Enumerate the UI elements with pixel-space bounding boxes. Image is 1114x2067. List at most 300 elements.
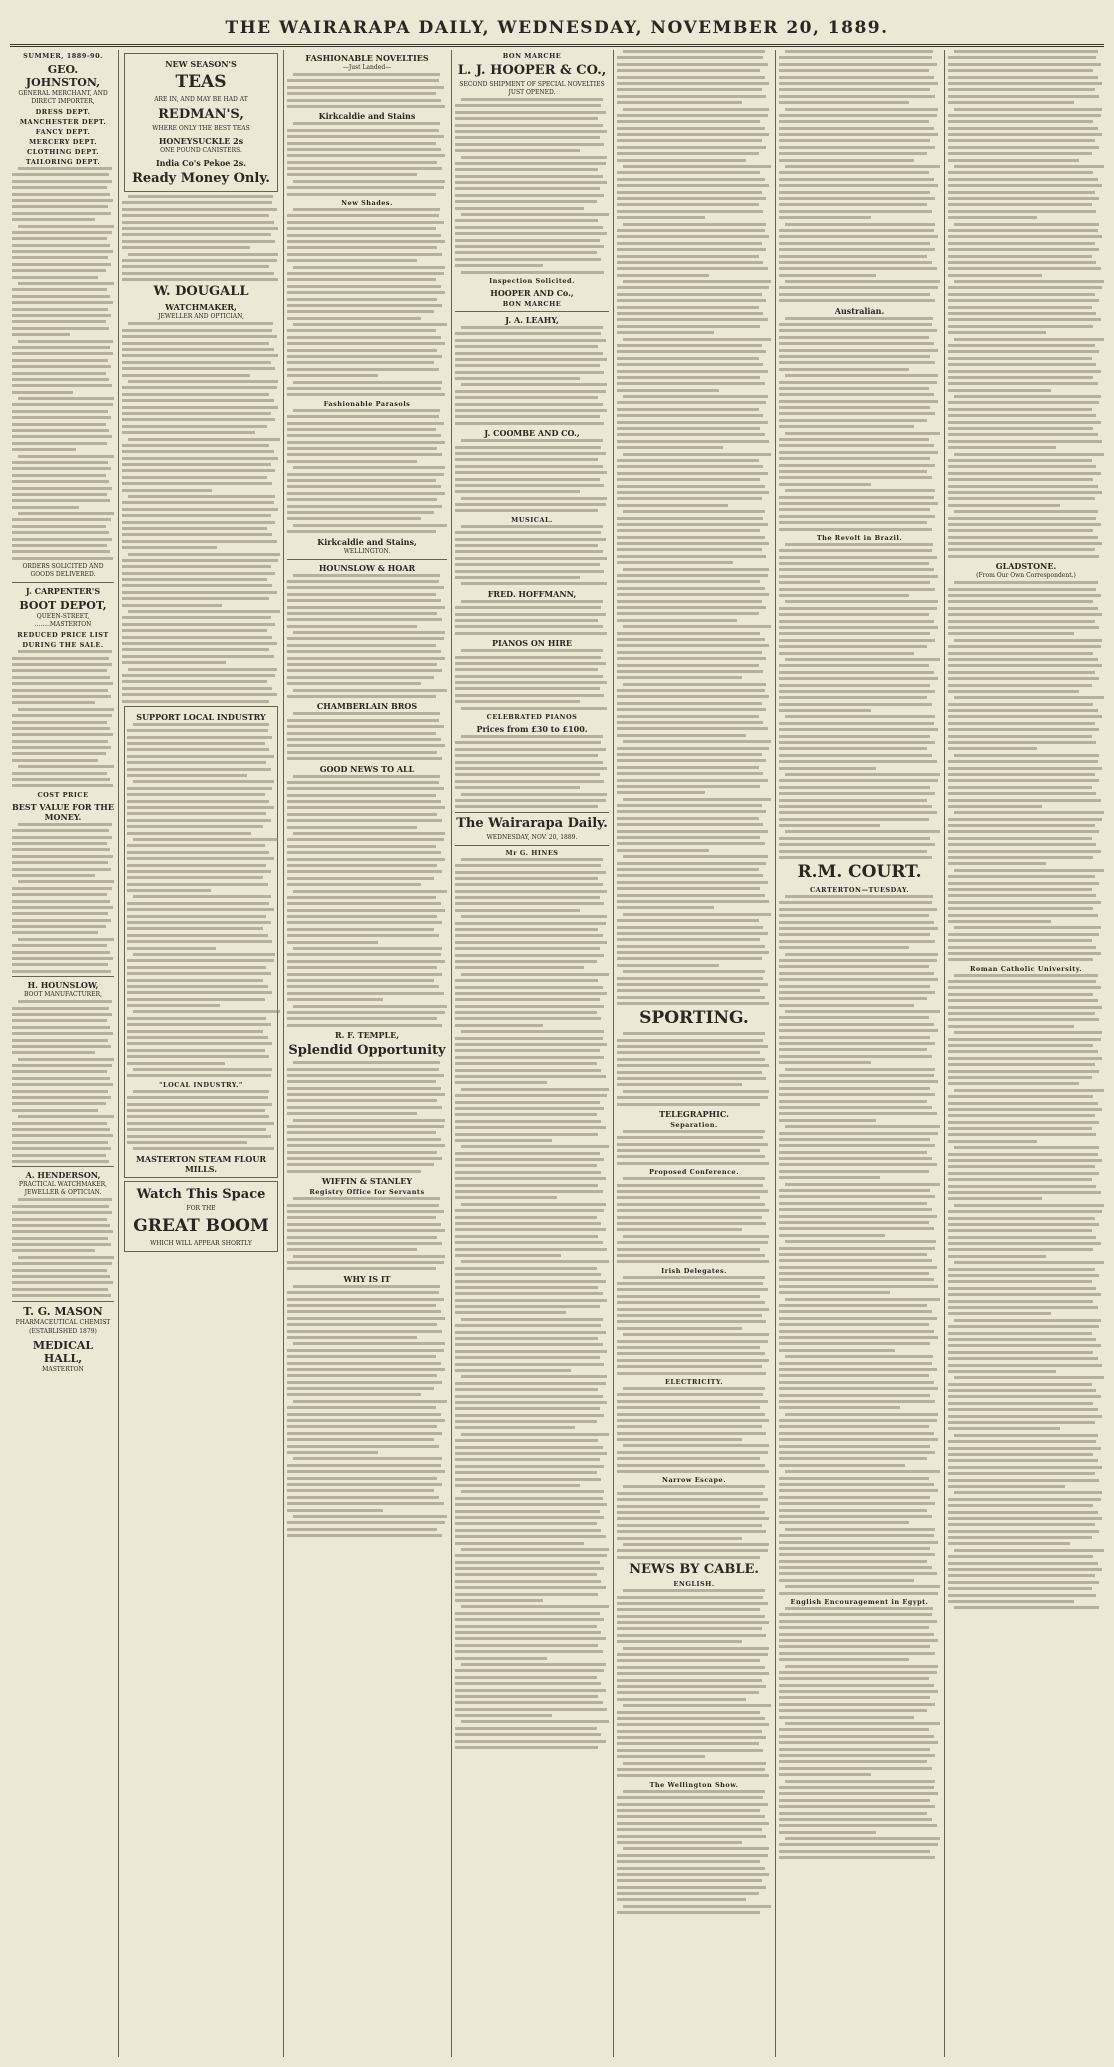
text-line <box>785 108 938 111</box>
text-line <box>455 181 607 184</box>
text-line <box>127 934 268 937</box>
text-line <box>779 1272 929 1275</box>
text-line <box>455 371 604 374</box>
text-line <box>948 882 1099 885</box>
text-line <box>455 484 604 487</box>
text-line <box>617 1549 768 1552</box>
text-line <box>12 1211 112 1214</box>
text-line <box>455 1573 597 1576</box>
text-line <box>948 1511 1098 1514</box>
text-line <box>948 1159 1102 1162</box>
text-line <box>12 1051 95 1054</box>
text-line <box>779 1489 938 1492</box>
text-line <box>617 472 768 475</box>
body-text <box>779 895 940 1595</box>
season-heading: SUMMER, 1889-90. <box>23 52 103 60</box>
text-line <box>617 945 765 948</box>
text-line <box>18 1115 114 1118</box>
text-line <box>461 1203 606 1206</box>
text-line <box>948 101 1074 104</box>
text-line <box>948 216 1037 219</box>
text-line <box>12 384 112 387</box>
text-line <box>455 1746 598 1749</box>
text-line <box>785 280 940 283</box>
text-line <box>455 805 598 808</box>
text-line <box>455 258 601 261</box>
text-line <box>948 914 1098 917</box>
text-line <box>617 1749 763 1752</box>
body-text <box>455 326 609 425</box>
text-line <box>954 395 1101 398</box>
text-line <box>779 1112 937 1115</box>
text-line <box>133 838 278 841</box>
text-line <box>617 753 762 756</box>
text-line <box>617 1879 762 1882</box>
column-7 <box>948 50 1104 2057</box>
text-line <box>954 1606 1099 1609</box>
text-line <box>127 832 251 835</box>
text-line <box>779 336 929 339</box>
why-heading: WHY IS IT <box>343 1273 391 1284</box>
text-line <box>455 1094 607 1097</box>
text-line <box>12 231 112 234</box>
text-line <box>948 421 1101 424</box>
text-line <box>623 855 768 858</box>
body-text <box>617 1387 771 1473</box>
text-line <box>954 869 1104 872</box>
text-line <box>287 644 436 647</box>
text-line <box>948 1351 1093 1354</box>
text-line <box>948 920 1051 923</box>
text-line <box>287 998 383 1001</box>
text-line <box>455 1503 607 1506</box>
text-line <box>287 858 445 861</box>
text-line <box>779 515 935 518</box>
text-line <box>785 773 940 776</box>
text-line <box>948 1421 1095 1424</box>
text-line <box>617 791 705 794</box>
text-line <box>779 387 929 390</box>
text-line <box>455 1420 597 1423</box>
text-line <box>785 1607 933 1610</box>
text-line <box>948 331 1046 334</box>
text-line <box>617 325 760 328</box>
text-line <box>287 593 436 596</box>
text-line <box>617 171 760 174</box>
text-line <box>287 1413 441 1416</box>
text-line <box>617 1511 765 1514</box>
text-line <box>779 568 934 571</box>
text-line <box>128 553 280 556</box>
text-line <box>948 1038 1101 1041</box>
text-line <box>122 591 277 594</box>
text-line <box>455 947 600 950</box>
text-line <box>617 88 762 91</box>
text-line <box>12 868 111 871</box>
text-line <box>779 1215 937 1218</box>
text-line <box>12 346 110 349</box>
text-line <box>127 851 269 854</box>
text-line <box>779 95 935 98</box>
text-line <box>779 1620 937 1623</box>
editorial-opening: Mr G. HINES <box>505 848 559 857</box>
text-line <box>779 811 937 814</box>
text-line <box>455 656 601 659</box>
text-line <box>293 631 445 634</box>
text-line <box>18 823 112 826</box>
text-line <box>779 1477 929 1480</box>
text-line <box>779 412 935 415</box>
text-line <box>617 299 766 302</box>
text-line <box>948 414 1096 417</box>
honeysuckle-line: HONEYSUCKLE 2s <box>158 136 244 146</box>
text-line <box>122 489 212 492</box>
body-text <box>779 1607 940 1859</box>
masthead-rule <box>10 44 1104 47</box>
text-line <box>287 682 421 685</box>
body-text <box>12 1000 114 1163</box>
text-line <box>122 214 269 217</box>
text-line <box>617 1051 760 1054</box>
text-line <box>461 1548 609 1551</box>
text-line <box>122 246 250 249</box>
text-line <box>287 973 442 976</box>
text-line <box>779 959 937 962</box>
text-line <box>948 1217 1095 1220</box>
text-line <box>287 530 436 533</box>
text-line <box>779 216 871 219</box>
text-line <box>779 88 930 91</box>
text-line <box>287 79 439 82</box>
text-line <box>287 505 442 508</box>
divider <box>455 812 609 813</box>
text-line <box>617 95 766 98</box>
text-line <box>455 1311 566 1314</box>
text-line <box>455 883 603 886</box>
text-line <box>948 325 1093 328</box>
text-line <box>287 234 441 237</box>
text-line <box>779 133 938 136</box>
text-line <box>617 433 765 436</box>
text-line <box>954 1376 1104 1379</box>
text-line <box>455 377 580 380</box>
text-line <box>287 1291 439 1294</box>
text-line <box>948 1415 1102 1418</box>
text-line <box>287 1425 437 1428</box>
text-line <box>948 446 1056 449</box>
text-line <box>779 1029 938 1032</box>
text-line <box>287 349 437 352</box>
text-line <box>948 1229 1092 1232</box>
text-line <box>948 952 1101 955</box>
text-line <box>779 1748 930 1751</box>
text-line <box>455 1139 552 1142</box>
text-line <box>455 415 600 418</box>
text-line <box>617 989 760 992</box>
text-line <box>779 1735 934 1738</box>
text-line <box>948 1389 1096 1392</box>
text-line <box>287 732 436 735</box>
text-line <box>12 836 112 839</box>
text-line <box>948 69 1093 72</box>
text-line <box>617 644 769 647</box>
body-text <box>12 650 114 787</box>
text-line <box>617 1228 742 1231</box>
text-line <box>785 830 940 833</box>
text-line <box>12 759 98 762</box>
text-line <box>127 1141 247 1144</box>
text-line <box>779 760 937 763</box>
text-line <box>779 728 938 731</box>
text-line <box>12 1294 111 1297</box>
text-line <box>948 235 1102 238</box>
text-line <box>461 1260 609 1263</box>
text-line <box>287 928 434 931</box>
text-line <box>12 1032 113 1035</box>
text-line <box>461 213 609 216</box>
text-line <box>779 632 930 635</box>
text-line <box>617 1774 769 1777</box>
text-line <box>617 1815 765 1818</box>
text-line <box>617 1136 763 1139</box>
text-line <box>12 218 95 221</box>
text-line <box>461 156 607 159</box>
text-line <box>287 259 417 262</box>
text-line <box>954 1434 1098 1437</box>
text-line <box>122 374 250 377</box>
text-line <box>127 991 272 994</box>
text-line <box>779 1553 935 1556</box>
text-line <box>127 940 272 943</box>
text-line <box>455 1024 543 1027</box>
text-line <box>948 1153 1098 1156</box>
text-line <box>127 979 263 982</box>
wellington-show-heading: The Wellington Show. <box>649 1780 739 1789</box>
text-line <box>127 966 266 969</box>
text-line <box>455 1529 601 1532</box>
splendid-heading: Splendid Opportunity <box>288 1043 446 1059</box>
text-line <box>948 171 1093 174</box>
text-line <box>455 1369 571 1372</box>
text-line <box>948 1268 1095 1271</box>
text-line <box>617 1432 766 1435</box>
text-line <box>779 1234 885 1237</box>
text-line <box>948 184 1102 187</box>
text-line <box>287 719 439 722</box>
text-line <box>455 1120 601 1123</box>
text-line <box>455 922 606 925</box>
text-line <box>948 1312 1051 1315</box>
text-line <box>779 1812 927 1815</box>
text-line <box>779 779 938 782</box>
text-line <box>779 210 932 213</box>
text-line <box>948 465 1096 468</box>
text-line <box>617 1828 762 1831</box>
text-line <box>455 668 598 671</box>
text-line <box>18 1000 112 1003</box>
text-line <box>617 1809 760 1812</box>
text-line <box>779 406 930 409</box>
text-line <box>779 1132 938 1135</box>
text-line <box>948 370 1101 373</box>
body-text <box>12 823 114 973</box>
divider <box>455 311 609 312</box>
text-line <box>461 793 607 796</box>
text-line <box>948 735 1092 738</box>
text-line <box>779 933 930 936</box>
body-text <box>779 50 940 302</box>
text-line <box>779 1189 930 1192</box>
text-line <box>287 1080 436 1083</box>
text-line <box>617 414 763 417</box>
text-line <box>287 580 439 583</box>
inspection-heading: Inspection Solicited. <box>489 276 575 285</box>
text-line <box>948 1248 1093 1251</box>
great-boom-heading: GREAT BOOM <box>133 1215 269 1236</box>
divider <box>455 845 609 846</box>
text-line <box>287 1267 436 1270</box>
text-line <box>779 400 938 403</box>
text-line <box>617 197 766 200</box>
text-line <box>948 805 1042 808</box>
text-line <box>948 1453 1093 1456</box>
text-line <box>617 517 763 520</box>
text-line <box>617 619 737 622</box>
text-line <box>779 1055 932 1058</box>
text-line <box>779 1464 905 1467</box>
text-line <box>287 744 445 747</box>
text-line <box>779 684 930 687</box>
text-line <box>12 829 109 832</box>
text-line <box>617 1492 763 1495</box>
text-line <box>127 825 263 828</box>
text-line <box>455 1235 598 1238</box>
body-text <box>287 409 447 533</box>
text-line <box>455 465 603 468</box>
text-line <box>461 1375 607 1378</box>
text-line <box>293 266 445 269</box>
text-line <box>617 1717 765 1720</box>
text-line <box>948 1325 1099 1328</box>
local-industry-heading: "LOCAL INDUSTRY." <box>159 1080 243 1089</box>
text-line <box>617 1295 760 1298</box>
text-line <box>455 1209 604 1212</box>
text-line <box>455 1625 597 1628</box>
text-line <box>122 412 271 415</box>
text-line <box>122 406 278 409</box>
text-line <box>617 977 763 980</box>
text-line <box>12 550 110 553</box>
text-line <box>455 396 598 399</box>
text-line <box>12 1249 95 1252</box>
text-line <box>617 932 768 935</box>
text-line <box>12 423 106 426</box>
text-line <box>12 1102 106 1105</box>
text-line <box>287 387 441 390</box>
text-line <box>623 1485 765 1488</box>
text-line <box>12 1064 112 1067</box>
english-heading: ENGLISH. <box>673 1580 715 1589</box>
text-line <box>122 700 269 703</box>
text-line <box>617 804 762 807</box>
text-line <box>948 536 1098 539</box>
text-line <box>293 1342 445 1345</box>
text-line <box>455 1612 600 1615</box>
merchant-subtitle: GENERAL MERCHANT, AND DIRECT IMPORTER, <box>18 90 108 105</box>
text-line <box>293 1061 440 1064</box>
text-line <box>455 1216 597 1219</box>
text-line <box>455 1395 603 1398</box>
text-line <box>12 925 106 928</box>
text-line <box>12 186 107 189</box>
text-line <box>948 837 1092 840</box>
text-line <box>293 409 440 412</box>
text-line <box>287 915 437 918</box>
price-list-heading: REDUCED PRICE LIST <box>17 631 109 640</box>
text-line <box>779 652 914 655</box>
text-line <box>455 1343 603 1346</box>
watchmaker-heading: WATCHMAKER, <box>165 302 237 313</box>
text-line <box>779 1438 938 1441</box>
text-line <box>617 523 768 526</box>
text-line <box>779 1767 932 1770</box>
text-line <box>455 1101 600 1104</box>
text-line <box>122 636 272 639</box>
text-line <box>954 338 1104 341</box>
text-line <box>127 1128 266 1131</box>
text-line <box>455 538 606 541</box>
text-line <box>617 120 760 123</box>
text-line <box>455 1152 600 1155</box>
text-line <box>779 1850 930 1853</box>
text-line <box>12 429 109 432</box>
text-line <box>455 1222 601 1225</box>
text-line <box>287 819 442 822</box>
text-line <box>293 832 445 835</box>
text-line <box>455 207 584 210</box>
text-line <box>954 1146 1099 1149</box>
text-line <box>455 1196 557 1199</box>
text-line <box>948 1191 1101 1194</box>
text-line <box>779 101 909 104</box>
text-line <box>779 293 930 296</box>
boot-depot-title: BOOT DEPOT, <box>19 599 107 613</box>
text-line <box>461 1605 609 1608</box>
text-line <box>779 1457 927 1460</box>
text-line <box>455 741 601 744</box>
column-1 <box>12 50 114 2057</box>
text-line <box>779 184 938 187</box>
wiffin-heading: WIFFIN & STANLEY <box>321 1176 413 1187</box>
text-line <box>954 165 1104 168</box>
text-line <box>617 1314 762 1317</box>
text-line <box>785 1528 935 1531</box>
mason-established: (ESTABLISHED 1879) <box>29 1327 97 1335</box>
column-5 <box>617 50 771 2057</box>
text-line <box>785 658 940 661</box>
text-line <box>127 927 263 930</box>
body-text <box>287 712 447 760</box>
text-line <box>455 1177 606 1180</box>
text-line <box>293 1400 447 1403</box>
text-line <box>948 767 1102 770</box>
divider <box>12 1166 114 1167</box>
text-line <box>948 645 1101 648</box>
text-line <box>455 1056 604 1059</box>
text-line <box>785 489 935 492</box>
text-line <box>617 191 762 194</box>
text-line <box>617 1640 742 1643</box>
